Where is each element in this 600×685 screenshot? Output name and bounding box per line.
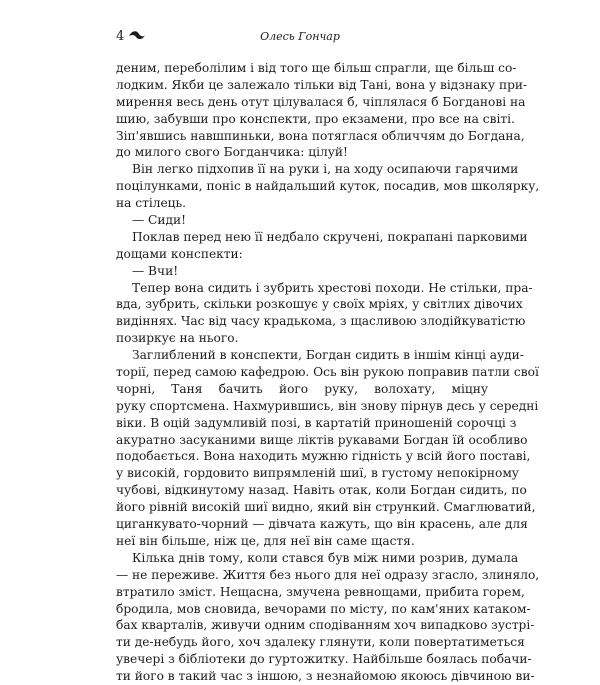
text-line: чубові, відкинутому назад. Навіть отак, коли Богдан сидить, по bbox=[116, 483, 527, 498]
text-line: циганкувато-чорний — дівчата кажуть, що він красень, але для bbox=[116, 517, 528, 532]
text-line: увечері з бібліотеки до гуртожитку. Найбільше боялась побачи- bbox=[116, 652, 532, 667]
text-line: деним, переболілим і від того ще більш спрагли, ще більш со- bbox=[116, 61, 517, 75]
text-line: акуратно засуканими вище ліктів рукавами Богдан їй особливо bbox=[116, 432, 528, 447]
text-line: неї він більше, ніж це, для неї він саме щастя. bbox=[116, 533, 415, 548]
text-line: позиркує на нього. bbox=[116, 331, 239, 346]
text-line: торії, перед самою кафедрою. Ось він рукою поправив патли свої bbox=[116, 365, 539, 380]
text-line: — Сиди! bbox=[132, 213, 187, 228]
text-line: мирення весь день отут цілувалася б, чіплялася б Богданові на bbox=[116, 94, 526, 109]
text-line: Тепер вона сидить і зубрить хрестові походи. Не стільки, пра- bbox=[132, 280, 533, 295]
text-line: поцілунками, поніс в найдальший куток, посадив, мов школярку, bbox=[116, 179, 540, 194]
text-line: вда, зубрить, скільки розкошує у своїх мріях, у світлих дівочих bbox=[116, 297, 523, 312]
text-line: Кілька днів тому, коли стався був між ними розрив, думала bbox=[132, 550, 519, 565]
text-line: у високій, гордовито випрямленій шиї, в густому непокірному bbox=[116, 466, 519, 481]
text-line: чорні, Таня бачить його руку, волохату, міцну bbox=[116, 381, 488, 396]
text-line: дощами конспекти: bbox=[116, 246, 243, 261]
text-line: Заглиблений в конспекти, Богдан сидить в іншім кінці ауди- bbox=[132, 348, 524, 363]
text-line: Зіп'явшись навшпиньки, вона потяглася обличчям до Богдана, bbox=[116, 128, 525, 143]
text-line: Він легко підхопив її на руки і, на ходу осипаючи гарячими bbox=[132, 162, 519, 177]
text-line: — Вчи! bbox=[132, 263, 179, 278]
text-line: Поклав перед нею її недбало скручені, покрапані парковими bbox=[132, 229, 528, 244]
text-line: віки. В оцій задумливій позі, в картатій приношеній сорочці з bbox=[116, 415, 517, 430]
page-header bbox=[116, 27, 484, 47]
page-number: 4 bbox=[116, 29, 125, 44]
text-line: втратило зміст. Нещасна, змучена ревнощами, прибита горем, bbox=[116, 584, 525, 599]
text-line: подобається. Вона находить мужню гідність у всій його поставі, bbox=[116, 449, 531, 464]
text-line: ти його в такий час з іншою, з незнайомою якоюсь дівчиною ви- bbox=[116, 669, 535, 684]
text-line: бродила, мов сновида, вечорами по місту, по кам'яних катаком- bbox=[116, 601, 531, 616]
text-line: ти де-небудь його, хоч здалеку глянути, коли повертатиметься bbox=[116, 635, 525, 650]
text-line: — не переживе. Життя без нього для неї одразу згасло, злиняло, bbox=[116, 567, 540, 582]
text-line: руку спортсмена. Нахмурившись, він знову пірнув десь у середні bbox=[116, 398, 539, 413]
body-text bbox=[116, 60, 540, 685]
text-line: бах кварталів, живучи одним сподіванням хоч випадково зустрі- bbox=[116, 618, 535, 633]
text-line: до милого свого Богданчика: цілуй! bbox=[116, 145, 348, 160]
text-line: шию, забувши про конспекти, про екзамени, про все на світі. bbox=[116, 111, 515, 126]
text-line: лодким. Якби це залежало тільки від Тані, вона у відзнаку при- bbox=[116, 77, 528, 92]
text-line: на стілець. bbox=[116, 196, 187, 211]
text-line: видіннях. Час від часу крадькома, з щасливою злодійкуватістю bbox=[116, 314, 526, 329]
running-title: Олесь Гончар bbox=[260, 30, 340, 43]
text-line: його рівній високій шиї видно, який він стрункий. Смаглюватий, bbox=[116, 500, 536, 515]
